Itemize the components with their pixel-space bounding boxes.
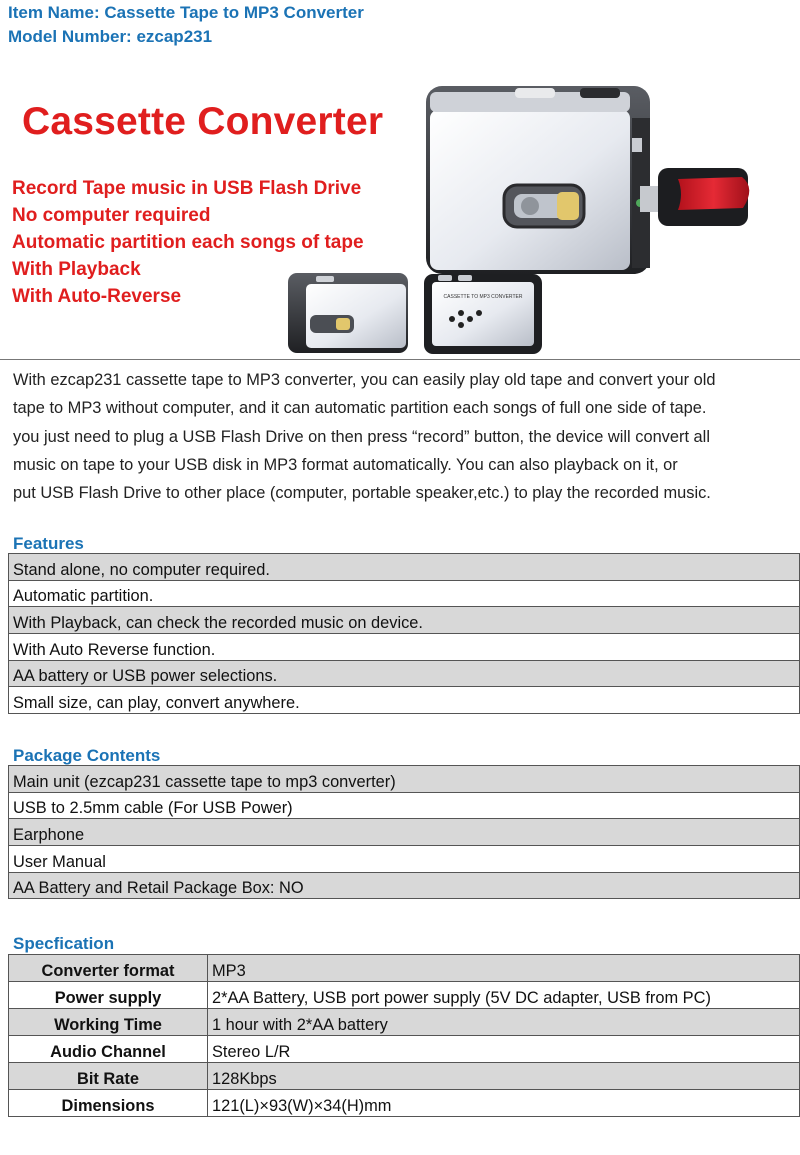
table-row — [9, 819, 800, 846]
package-cell: AA Battery and Retail Package Box: NO — [9, 872, 800, 899]
highlight-item: With Playback — [12, 259, 141, 280]
table-row — [9, 687, 800, 714]
spec-value: 1 hour with 2*AA battery — [208, 1009, 800, 1036]
feature-cell: Small size, can play, convert anywhere. — [9, 687, 800, 714]
spec-key: Audio Channel — [9, 1036, 208, 1063]
description-line: With ezcap231 cassette tape to MP3 converter, you can easily play old tape and convert your old — [13, 371, 716, 389]
spec-key: Bit Rate — [9, 1063, 208, 1090]
feature-cell: Automatic partition. — [9, 580, 800, 607]
highlight-item: Automatic partition each songs of tape — [12, 232, 364, 253]
table-row — [9, 792, 800, 819]
table-row — [9, 1090, 800, 1117]
table-row — [9, 1036, 800, 1063]
feature-cell: With Playback, can check the recorded music on device. — [9, 607, 800, 634]
feature-cell: Stand alone, no computer required. — [9, 554, 800, 581]
package-table — [8, 765, 800, 899]
spec-key: Power supply — [9, 982, 208, 1009]
table-row — [9, 1009, 800, 1036]
spec-value: Stereo L/R — [208, 1036, 800, 1063]
description-line: music on tape to your USB disk in MP3 format automatically. You can also playback on it, or — [13, 455, 678, 474]
description-line: tape to MP3 without computer, and it can automatic partition each songs of full one side of tape. — [13, 399, 707, 418]
spec-value: 2*AA Battery, USB port power supply (5V DC adapter, USB from PC) — [208, 982, 800, 1009]
table-row — [9, 1063, 800, 1090]
spec-value: MP3 — [208, 955, 800, 982]
feature-cell: AA battery or USB power selections. — [9, 660, 800, 687]
spec-key: Dimensions — [9, 1090, 208, 1117]
highlight-item: With Auto-Reverse — [12, 286, 182, 307]
highlight-item: Record Tape music in USB Flash Drive — [12, 178, 362, 199]
package-title: Package Contents — [13, 746, 161, 765]
feature-cell: With Auto Reverse function. — [9, 634, 800, 661]
table-row — [9, 634, 800, 661]
package-cell: Earphone — [9, 819, 800, 846]
main-unit-image — [426, 86, 650, 274]
table-row — [9, 766, 800, 793]
features-table — [8, 553, 800, 714]
package-cell: User Manual — [9, 846, 800, 873]
spec-table — [8, 954, 800, 1117]
spec-value: 121(L)×93(W)×34(H)mm — [208, 1090, 800, 1117]
front-unit-image — [424, 274, 542, 354]
features-title: Features — [13, 534, 84, 553]
spec-key: Working Time — [9, 1009, 208, 1036]
side-unit-image — [288, 273, 408, 353]
table-row — [9, 982, 800, 1009]
product-description — [13, 366, 797, 507]
product-photo — [280, 78, 800, 360]
spec-title: Specfication — [13, 934, 115, 953]
hero-title: Cassette Converter — [22, 100, 384, 143]
spec-value: 128Kbps — [208, 1063, 800, 1090]
highlight-item: No computer required — [12, 205, 211, 226]
table-row — [9, 872, 800, 899]
usb-drive-image — [640, 168, 749, 226]
table-row — [9, 607, 800, 634]
table-row — [9, 580, 800, 607]
description-line: you just need to plug a USB Flash Drive on then press “record” button, the device will convert all — [13, 427, 710, 446]
divider — [0, 359, 800, 360]
table-row — [9, 955, 800, 982]
description-line: put USB Flash Drive to other place (computer, portable speaker,etc.) to play the recorded music. — [13, 484, 711, 503]
table-row — [9, 846, 800, 873]
model-number-heading: Model Number: ezcap231 — [8, 27, 213, 46]
package-cell: Main unit (ezcap231 cassette tape to mp3 converter) — [9, 766, 800, 793]
item-name-heading: Item Name: Cassette Tape to MP3 Converter — [8, 3, 364, 22]
front-panel-label: CASSETTE TO MP3 CONVERTER — [443, 294, 523, 300]
spec-key: Converter format — [9, 955, 208, 982]
package-cell: USB to 2.5mm cable (For USB Power) — [9, 792, 800, 819]
table-row — [9, 660, 800, 687]
table-row — [9, 554, 800, 581]
